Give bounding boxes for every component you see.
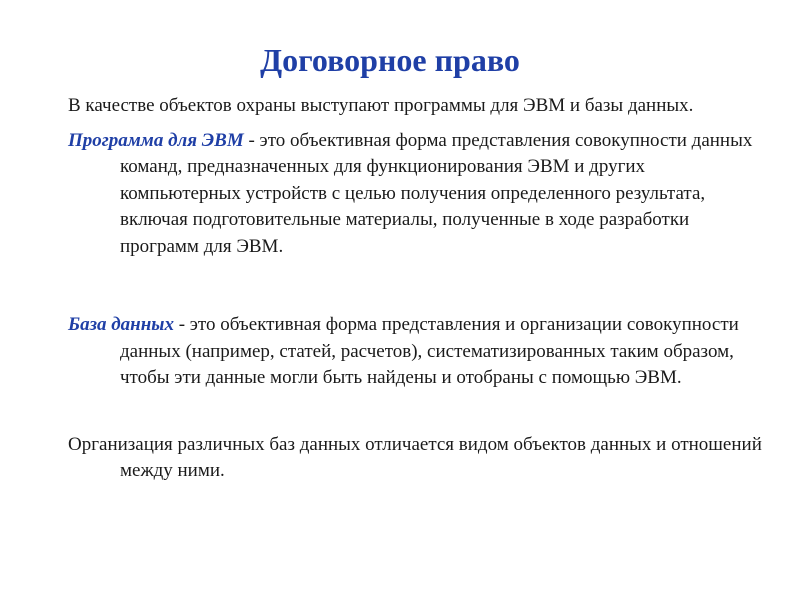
paragraph-intro xyxy=(68,93,768,120)
term-program: Программа для ЭВМ xyxy=(68,129,244,151)
paragraph-database-text: - это объективная форма представления и организации совокупности данных (например, статей, расчетов), систематизированных таким образом, чтобы эти данные могли быть найдены и отобраны с помощью ЭВМ. xyxy=(120,314,739,388)
paragraph-organization-text: Организация различных баз данных отличается видом объектов данных и отношений между ними. xyxy=(68,433,762,481)
paragraph-database xyxy=(68,312,768,392)
paragraph-program-text: - это объективная форма представления совокупности данных команд, предназначенных для функционирования ЭВМ и других компьютерных устройств с целью получения определенного результата, включая подготовительные материалы, полученные в ходе разработки программ для ЭВМ. xyxy=(120,129,753,257)
term-database: База данных xyxy=(68,314,174,335)
paragraph-intro-text: В качестве объектов охраны выступают программы для ЭВМ и базы данных. xyxy=(68,95,694,116)
paragraph-program xyxy=(68,128,768,261)
slide-body xyxy=(68,93,768,485)
paragraph-organization xyxy=(68,432,768,485)
slide-title: Договорное право xyxy=(260,42,520,78)
